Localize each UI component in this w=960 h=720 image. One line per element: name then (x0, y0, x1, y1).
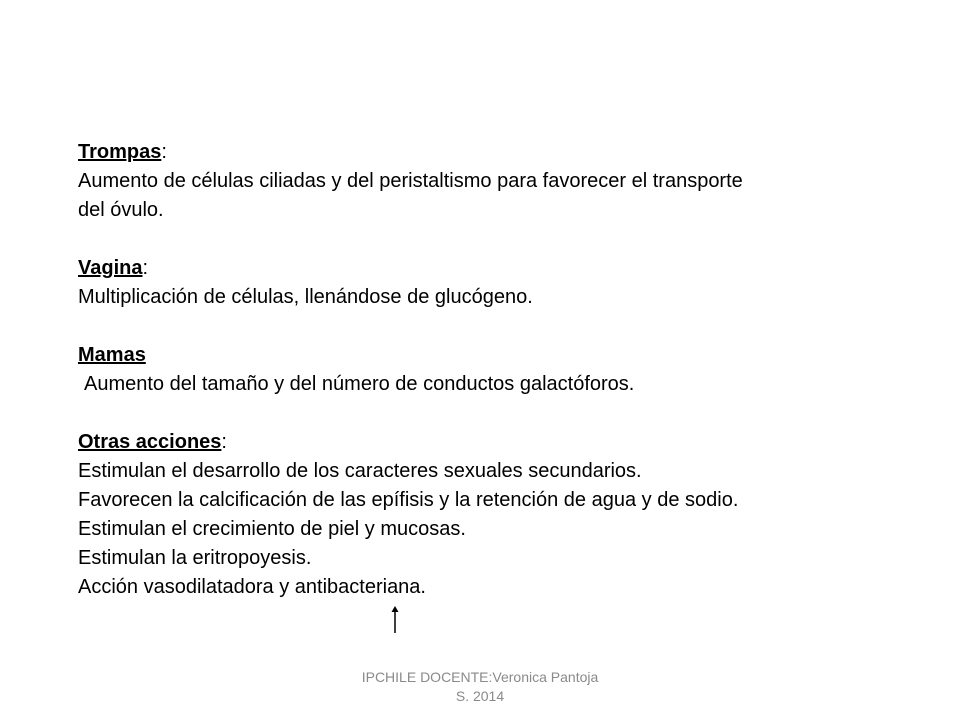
spacer (78, 312, 890, 341)
otras-item: Estimulan la eritropoyesis. (78, 547, 312, 569)
vagina-text-line-1: Multiplicación de células, llenándose de glucógeno. (78, 286, 533, 308)
vagina-heading-line (78, 254, 890, 283)
otras-heading: Otras acciones (78, 431, 222, 453)
trompas-heading: Trompas (78, 141, 162, 163)
vagina-heading-colon: : (142, 257, 149, 279)
spacer (78, 225, 890, 254)
mamas-text-line-1: Aumento del tamaño y del número de conductos galactóforos. (84, 373, 635, 395)
footer-line-1: IPCHILE DOCENTE:Veronica Pantoja (361, 669, 599, 685)
trompas-heading-colon: : (161, 141, 167, 163)
otras-item: Estimulan el crecimiento de piel y mucosas. (78, 518, 466, 540)
otras-heading-line (78, 428, 890, 457)
up-arrow-icon (389, 606, 401, 634)
trompas-text-line-2: del óvulo. (78, 199, 164, 221)
footer-credit (330, 668, 630, 706)
slide-body (78, 138, 890, 602)
trompas-heading-line (78, 138, 890, 167)
vagina-heading: Vagina (78, 257, 143, 279)
otras-item: Estimulan el desarrollo de los caracteres sexuales secundarios. (78, 460, 642, 482)
trompas-text-line-1: Aumento de células ciliadas y del peristaltismo para favorecer el transporte (78, 170, 743, 192)
footer-line-2: S. 2014 (455, 688, 505, 704)
mamas-heading-line (78, 341, 890, 370)
spacer (78, 399, 890, 428)
otras-item: Favorecen la calcificación de las epífisis y la retención de agua y de sodio. (78, 489, 739, 511)
otras-heading-colon: : (221, 431, 227, 453)
mamas-heading: Mamas (78, 344, 146, 366)
otras-item: Acción vasodilatadora y antibacteriana. (78, 576, 426, 598)
